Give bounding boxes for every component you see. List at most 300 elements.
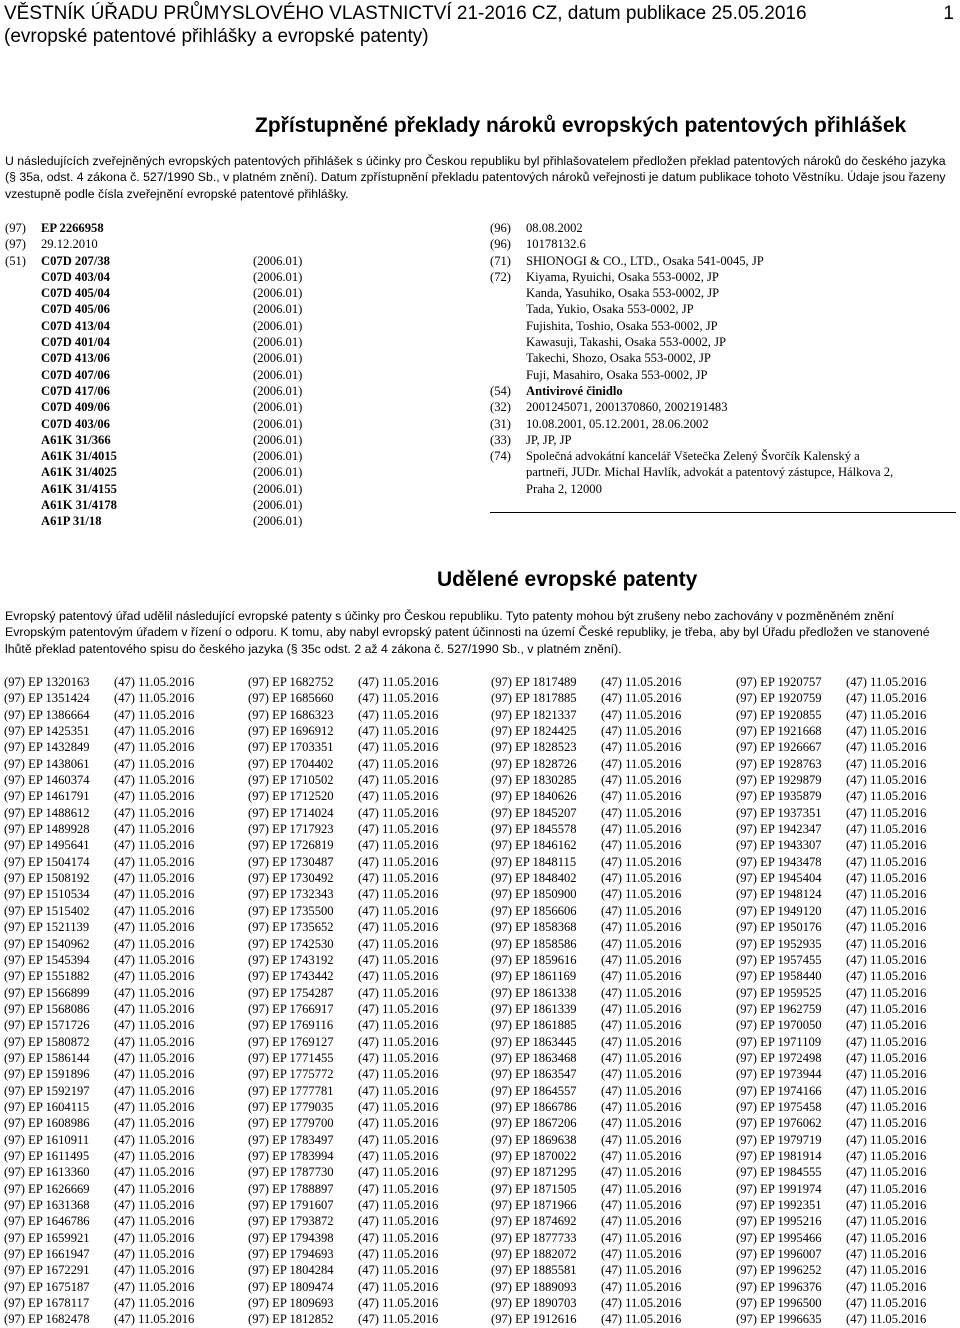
grant-date: (47) 11.05.2016	[358, 903, 439, 918]
patent-entry	[736, 788, 926, 804]
class-version: (2006.01)	[253, 400, 303, 415]
record-33: (33) JP, JP, JP	[490, 432, 572, 447]
grant-date: (47) 11.05.2016	[114, 1050, 195, 1065]
patent-column	[736, 674, 926, 1328]
patent-number: (97) EP 1754287	[248, 985, 334, 1000]
grant-date: (47) 11.05.2016	[846, 838, 927, 853]
grant-date: (47) 11.05.2016	[358, 756, 439, 771]
patent-number: (97) EP 1863468	[491, 1050, 577, 1065]
patent-entry	[248, 968, 438, 984]
patent-number: (97) EP 1975458	[736, 1099, 822, 1114]
patent-number: (97) EP 1735500	[248, 903, 334, 918]
patent-number: (97) EP 1794693	[248, 1247, 334, 1262]
grant-date: (47) 11.05.2016	[358, 1247, 439, 1262]
patent-entry	[4, 886, 194, 902]
patent-number: (97) EP 1488612	[4, 805, 90, 820]
grant-date: (47) 11.05.2016	[846, 985, 927, 1000]
patent-entry	[736, 1262, 926, 1278]
grant-date: (47) 11.05.2016	[846, 1132, 927, 1147]
grant-date: (47) 11.05.2016	[114, 985, 195, 1000]
class-version: (2006.01)	[253, 432, 303, 447]
grant-date: (47) 11.05.2016	[358, 1279, 439, 1294]
patent-entry	[736, 1279, 926, 1295]
patent-entry	[491, 854, 681, 870]
patent-number: (97) EP 1626669	[4, 1181, 90, 1196]
patent-entry	[248, 1262, 438, 1278]
class-version: (2006.01)	[253, 481, 303, 496]
patent-number: (97) EP 1703351	[248, 740, 334, 755]
patent-entry	[4, 674, 194, 690]
grant-date: (47) 11.05.2016	[114, 969, 195, 984]
classification-row	[41, 497, 302, 513]
patent-number: (97) EP 1890703	[491, 1296, 577, 1311]
grant-date: (47) 11.05.2016	[358, 1001, 439, 1016]
patent-number: (97) EP 1996252	[736, 1263, 822, 1278]
grant-date: (47) 11.05.2016	[114, 920, 195, 935]
patent-number: (97) EP 1495641	[4, 838, 90, 853]
patent-number: (97) EP 1809474	[248, 1279, 334, 1294]
patent-entry	[4, 739, 194, 755]
patent-number: (97) EP 1779035	[248, 1099, 334, 1114]
patent-number: (97) EP 1766917	[248, 1001, 334, 1016]
grant-date: (47) 11.05.2016	[601, 887, 682, 902]
patent-number: (97) EP 1386664	[4, 707, 90, 722]
patent-entry	[736, 1164, 926, 1180]
patent-entry	[736, 756, 926, 772]
patent-number: (97) EP 1920855	[736, 707, 822, 722]
grant-date: (47) 11.05.2016	[601, 985, 682, 1000]
patent-number: (97) EP 1996007	[736, 1247, 822, 1262]
grant-date: (47) 11.05.2016	[846, 920, 927, 935]
patent-entry	[491, 1213, 681, 1229]
patent-entry	[4, 1246, 194, 1262]
patent-entry	[4, 1262, 194, 1278]
inventor: Tada, Yukio, Osaka 553-0002, JP	[526, 302, 694, 317]
patent-number: (97) EP 1591896	[4, 1067, 90, 1082]
grant-date: (47) 11.05.2016	[358, 1181, 439, 1196]
grant-date: (47) 11.05.2016	[846, 1050, 927, 1065]
patent-number: (97) EP 1714024	[248, 805, 334, 820]
patent-number: (97) EP 1425351	[4, 724, 90, 739]
class-code: C07D 413/04	[41, 318, 110, 333]
class-code: C07D 405/04	[41, 286, 110, 301]
patent-number: (97) EP 1672291	[4, 1263, 90, 1278]
class-version: (2006.01)	[253, 318, 303, 333]
grant-date: (47) 11.05.2016	[358, 740, 439, 755]
patent-entry	[491, 690, 681, 706]
grant-date: (47) 11.05.2016	[114, 691, 195, 706]
record-97-publication: (97) EP 2266958	[5, 221, 104, 235]
grant-date: (47) 11.05.2016	[114, 1198, 195, 1212]
patent-entry	[491, 1083, 681, 1099]
patent-number: (97) EP 1952935	[736, 936, 822, 951]
patent-number: (97) EP 1861339	[491, 1001, 577, 1016]
patent-entry	[736, 1132, 926, 1148]
grant-date: (47) 11.05.2016	[114, 854, 195, 869]
grant-date: (47) 11.05.2016	[114, 789, 195, 804]
patent-entry	[491, 723, 681, 739]
patent-number: (97) EP 1571726	[4, 1018, 90, 1033]
patent-entry	[491, 870, 681, 886]
patent-entry	[248, 1034, 438, 1050]
patent-number: (97) EP 1929879	[736, 773, 822, 788]
patent-number: (97) EP 1973944	[736, 1067, 822, 1082]
patent-entry	[491, 1115, 681, 1131]
patent-number: (97) EP 1957455	[736, 952, 822, 967]
patent-number: (97) EP 1869638	[491, 1132, 577, 1147]
patent-entry	[248, 1001, 438, 1017]
patent-entry	[491, 1099, 681, 1115]
journal-header	[4, 2, 956, 48]
classification-row	[41, 285, 302, 301]
patent-entry	[4, 837, 194, 853]
patent-number: (97) EP 1943478	[736, 854, 822, 869]
inventor: Kawasuji, Takashi, Osaka 553-0002, JP	[526, 335, 727, 350]
grant-date: (47) 11.05.2016	[846, 936, 927, 951]
patent-number: (97) EP 1611495	[4, 1148, 90, 1163]
class-version: (2006.01)	[253, 449, 303, 464]
grant-date: (47) 11.05.2016	[114, 887, 195, 902]
grant-date: (47) 11.05.2016	[358, 773, 439, 788]
class-version: (2006.01)	[253, 253, 303, 268]
grant-date: (47) 11.05.2016	[114, 773, 195, 788]
grant-date: (47) 11.05.2016	[114, 1099, 195, 1114]
section1-title: Zpřístupněné překlady nároků evropských patentových přihlášek	[255, 114, 907, 137]
grant-date: (47) 11.05.2016	[358, 1116, 439, 1131]
patent-number: (97) EP 1646786	[4, 1214, 90, 1229]
patent-entry	[736, 1148, 926, 1164]
patent-number: (97) EP 1545394	[4, 952, 90, 967]
patent-entry	[4, 919, 194, 935]
grant-date: (47) 11.05.2016	[358, 789, 439, 804]
patent-number: (97) EP 1610911	[4, 1132, 90, 1147]
grant-date: (47) 11.05.2016	[114, 805, 195, 820]
patent-number: (97) EP 1863445	[491, 1034, 577, 1049]
grant-date: (47) 11.05.2016	[114, 740, 195, 755]
grant-date: (47) 11.05.2016	[601, 1214, 682, 1229]
grant-date: (47) 11.05.2016	[601, 1001, 682, 1016]
grant-date: (47) 11.05.2016	[358, 985, 439, 1000]
patent-number: (97) EP 1461791	[4, 789, 90, 804]
class-code: A61K 31/4178	[41, 498, 117, 513]
grant-date: (47) 11.05.2016	[358, 1214, 439, 1229]
grant-date: (47) 11.05.2016	[358, 1099, 439, 1114]
grant-date: (47) 11.05.2016	[846, 724, 927, 739]
patent-entry	[4, 1164, 194, 1180]
record-71-applicant: (71) SHIONOGI & CO., LTD., Osaka 541-0045, JP	[490, 253, 764, 268]
patent-number: (97) EP 1882072	[491, 1247, 577, 1262]
patent-entry	[736, 968, 926, 984]
grant-date: (47) 11.05.2016	[358, 675, 439, 689]
patent-number: (97) EP 1920759	[736, 691, 822, 706]
patent-entry	[4, 1181, 194, 1197]
patent-entry	[4, 1066, 194, 1082]
grant-date: (47) 11.05.2016	[846, 691, 927, 706]
patent-number: (97) EP 1942347	[736, 822, 822, 837]
grant-date: (47) 11.05.2016	[114, 1083, 195, 1098]
grant-date: (47) 11.05.2016	[846, 1083, 927, 1098]
patent-entry	[4, 870, 194, 886]
grant-date: (47) 11.05.2016	[358, 707, 439, 722]
patent-entry	[491, 756, 681, 772]
patent-number: (97) EP 1726819	[248, 838, 334, 853]
patent-number: (97) EP 1828523	[491, 740, 577, 755]
patent-entry	[4, 1295, 194, 1311]
record-divider	[490, 512, 956, 513]
patent-number: (97) EP 1874692	[491, 1214, 577, 1229]
patent-entry	[248, 1050, 438, 1066]
grant-date: (47) 11.05.2016	[601, 838, 682, 853]
patent-number: (97) EP 1566899	[4, 985, 90, 1000]
patent-entry	[491, 821, 681, 837]
grant-date: (47) 11.05.2016	[601, 691, 682, 706]
patent-number: (97) EP 1592197	[4, 1083, 90, 1098]
patent-number: (97) EP 1949120	[736, 903, 822, 918]
patent-number: (97) EP 1877733	[491, 1230, 577, 1245]
patent-entry	[4, 936, 194, 952]
patent-number: (97) EP 1976062	[736, 1116, 822, 1131]
patent-number: (97) EP 1885581	[491, 1263, 577, 1278]
patent-entry	[736, 1001, 926, 1017]
grant-date: (47) 11.05.2016	[846, 1148, 927, 1163]
patent-number: (97) EP 1959525	[736, 985, 822, 1000]
patent-entry	[248, 919, 438, 935]
patent-number: (97) EP 1804284	[248, 1263, 334, 1278]
grant-date: (47) 11.05.2016	[846, 805, 927, 820]
patent-entry	[248, 723, 438, 739]
patent-entry	[248, 837, 438, 853]
patent-number: (97) EP 1871966	[491, 1198, 577, 1212]
classification-row	[41, 301, 302, 317]
patent-entry	[736, 707, 926, 723]
grant-date: (47) 11.05.2016	[601, 675, 682, 689]
class-code: A61K 31/4025	[41, 465, 117, 480]
grant-date: (47) 11.05.2016	[601, 1116, 682, 1131]
patent-entry	[736, 805, 926, 821]
patent-number: (97) EP 1812852	[248, 1312, 334, 1327]
patent-entry	[4, 805, 194, 821]
grant-date: (47) 11.05.2016	[114, 903, 195, 918]
patent-entry	[491, 1181, 681, 1197]
patent-number: (97) EP 1859616	[491, 952, 577, 967]
class-version: (2006.01)	[253, 465, 303, 480]
grant-date: (47) 11.05.2016	[846, 675, 927, 689]
patent-entry	[736, 690, 926, 706]
grant-date: (47) 11.05.2016	[114, 1312, 195, 1327]
class-version: (2006.01)	[253, 514, 303, 529]
patent-number: (97) EP 1845207	[491, 805, 577, 820]
patent-entry	[491, 1279, 681, 1295]
patent-entry	[736, 1230, 926, 1246]
section1-intro: U následujících zveřejněných evropských patentových přihlášek s účinky pro Českou republiku byl přihlašovatelem předložen překlad patentových nároků do českého jazyka (§ 35a, odst. 4 zákona č. 527/1990 Sb., v platném znění). Datum zpřístupnění překladu patentových nároků veřejnosti je datum publikace tohoto Věstníku. Údaje jsou řazeny vzestupně podle čísla zveřejnění evropské patentové přihlášky.	[5, 154, 946, 201]
patent-entry	[736, 886, 926, 902]
patent-number: (97) EP 1438061	[4, 756, 90, 771]
patent-entry	[491, 772, 681, 788]
patent-entry	[248, 707, 438, 723]
grant-date: (47) 11.05.2016	[846, 1279, 927, 1294]
record-54-title: (54) Antivirové činidlo	[490, 384, 623, 398]
patent-entry	[491, 707, 681, 723]
patent-number: (97) EP 1889093	[491, 1279, 577, 1294]
patent-entry	[248, 1132, 438, 1148]
patent-entry	[491, 837, 681, 853]
grant-date: (47) 11.05.2016	[358, 1263, 439, 1278]
patent-number: (97) EP 1856606	[491, 903, 577, 918]
patent-number: (97) EP 1996500	[736, 1296, 822, 1311]
patent-entry	[736, 1246, 926, 1262]
grant-date: (47) 11.05.2016	[846, 1198, 927, 1212]
record-97-date: (97) 29.12.2010	[5, 237, 98, 252]
grant-date: (47) 11.05.2016	[846, 740, 927, 755]
grant-date: (47) 11.05.2016	[358, 1148, 439, 1163]
patent-entry	[491, 1148, 681, 1164]
grant-date: (47) 11.05.2016	[358, 952, 439, 967]
class-version: (2006.01)	[253, 335, 303, 350]
patent-entry	[248, 952, 438, 968]
patent-number: (97) EP 1769127	[248, 1034, 334, 1049]
patent-entry	[736, 821, 926, 837]
journal-title: VĚSTNÍK ÚŘADU PRŮMYSLOVÉHO VLASTNICTVÍ 21-2016 CZ, datum publikace 25.05.2016	[4, 3, 807, 24]
patent-entry	[491, 1050, 681, 1066]
grant-date: (47) 11.05.2016	[846, 854, 927, 869]
grant-date: (47) 11.05.2016	[358, 838, 439, 853]
page-number: 1	[943, 3, 954, 24]
patent-entry	[248, 1213, 438, 1229]
patent-number: (97) EP 1935879	[736, 789, 822, 804]
grant-date: (47) 11.05.2016	[846, 1018, 927, 1033]
class-code: C07D 413/06	[41, 351, 110, 366]
grant-date: (47) 11.05.2016	[846, 1230, 927, 1245]
patent-number: (97) EP 1861169	[491, 969, 577, 984]
patent-entry	[491, 936, 681, 952]
patent-entry	[4, 1034, 194, 1050]
class-code: A61P 31/18	[41, 514, 102, 529]
patent-number: (97) EP 1928763	[736, 756, 822, 771]
inventor: Fuji, Masahiro, Osaka 553-0002, JP	[526, 367, 708, 382]
patent-number: (97) EP 1866786	[491, 1099, 577, 1114]
patent-number: (97) EP 1717923	[248, 822, 334, 837]
grant-date: (47) 11.05.2016	[846, 1116, 927, 1131]
grant-date: (47) 11.05.2016	[846, 707, 927, 722]
grant-date: (47) 11.05.2016	[601, 1148, 682, 1163]
patent-number: (97) EP 1948124	[736, 887, 822, 902]
patent-number: (97) EP 1995466	[736, 1230, 822, 1245]
patent-entry	[4, 1099, 194, 1115]
grant-date: (47) 11.05.2016	[601, 1018, 682, 1033]
grant-date: (47) 11.05.2016	[114, 1034, 195, 1049]
class-code: C07D 401/04	[41, 335, 110, 350]
patent-entry	[4, 1230, 194, 1246]
class-code: C07D 417/06	[41, 383, 110, 398]
grant-date: (47) 11.05.2016	[114, 952, 195, 967]
patent-number: (97) EP 1974166	[736, 1083, 822, 1098]
patent-entry	[491, 1230, 681, 1246]
grant-date: (47) 11.05.2016	[601, 1050, 682, 1065]
patent-entry	[736, 936, 926, 952]
grant-date: (47) 11.05.2016	[114, 1132, 195, 1147]
grant-date: (47) 11.05.2016	[358, 1067, 439, 1082]
patent-number: (97) EP 1864557	[491, 1083, 577, 1098]
patent-number: (97) EP 1824425	[491, 724, 577, 739]
patent-number: (97) EP 1871505	[491, 1181, 577, 1196]
section2-intro: Evropský patentový úřad udělil následující evropské patenty s účinky pro Českou republiku. Tyto patenty mohou být zrušeny nebo zachovány v pozměněném znění Evropským patentovým úřadem v řízení o odporu. K tomu, aby nabyl evropský patent účinnosti na území České republiky, je třeba, aby byl Úřadu předložen ve stanovené lhůtě překlad patentového spisu do českého jazyka (§ 35c odst. 2 až 4 zákona č. 527/1990 Sb., v platném znění).	[5, 609, 930, 656]
patent-entry	[736, 739, 926, 755]
patent-number: (97) EP 1608986	[4, 1116, 90, 1131]
patent-number: (97) EP 1867206	[491, 1116, 577, 1131]
patent-entry	[491, 674, 681, 690]
patent-entry	[491, 1001, 681, 1017]
record-32: (32) 2001245071, 2001370860, 2002191483	[490, 400, 728, 415]
grant-date: (47) 11.05.2016	[601, 1198, 682, 1212]
class-version: (2006.01)	[253, 416, 303, 431]
patent-number: (97) EP 1920757	[736, 675, 822, 689]
publication-number: EP 2266958	[41, 221, 104, 235]
grant-date: (47) 11.05.2016	[114, 1181, 195, 1196]
grant-date: (47) 11.05.2016	[601, 1067, 682, 1082]
grant-date: (47) 11.05.2016	[358, 1296, 439, 1311]
patent-entry	[736, 985, 926, 1001]
patent-entry	[4, 1132, 194, 1148]
patent-entry	[248, 674, 438, 690]
record-96-date: (96) 08.08.2002	[490, 221, 583, 235]
patent-number: (97) EP 1743442	[248, 969, 334, 984]
patent-number: (97) EP 1682752	[248, 675, 334, 689]
patent-entry	[736, 1066, 926, 1082]
grant-date: (47) 11.05.2016	[846, 969, 927, 984]
patent-entry	[491, 1197, 681, 1213]
patent-number: (97) EP 1551882	[4, 969, 90, 984]
patent-number: (97) EP 1970050	[736, 1018, 822, 1033]
patent-number: (97) EP 1730492	[248, 871, 334, 886]
class-code: C07D 409/06	[41, 400, 110, 415]
class-version: (2006.01)	[253, 269, 303, 284]
grant-date: (47) 11.05.2016	[601, 756, 682, 771]
grant-date: (47) 11.05.2016	[601, 1132, 682, 1147]
classification-row	[41, 383, 302, 399]
patent-number: (97) EP 1540962	[4, 936, 90, 951]
patent-entry	[736, 674, 926, 690]
patent-entry	[248, 1230, 438, 1246]
grant-date: (47) 11.05.2016	[846, 1312, 927, 1327]
patent-number: (97) EP 1769116	[248, 1018, 334, 1033]
patent-column	[248, 674, 438, 1328]
patent-number: (97) EP 1613360	[4, 1165, 90, 1180]
patent-entry	[248, 1181, 438, 1197]
class-version: (2006.01)	[253, 302, 303, 317]
patent-number: (97) EP 1981914	[736, 1148, 822, 1163]
grant-date: (47) 11.05.2016	[846, 1034, 927, 1049]
patent-number: (97) EP 1580872	[4, 1034, 90, 1049]
patent-entry	[248, 1295, 438, 1311]
patent-column	[4, 674, 194, 1328]
classification-row	[41, 367, 302, 383]
grant-date: (47) 11.05.2016	[846, 1165, 927, 1180]
patent-number: (97) EP 1730487	[248, 854, 334, 869]
classification-row	[41, 464, 302, 480]
patent-number: (97) EP 1809693	[248, 1296, 334, 1311]
record-74-label: (74)	[490, 449, 511, 464]
patent-number: (97) EP 1937351	[736, 805, 822, 820]
patent-number: (97) EP 1846162	[491, 838, 577, 853]
grant-date: (47) 11.05.2016	[601, 1034, 682, 1049]
patent-number: (97) EP 1791607	[248, 1198, 334, 1212]
patent-number: (97) EP 1793872	[248, 1214, 334, 1229]
classification-row	[41, 399, 302, 415]
grant-date: (47) 11.05.2016	[846, 1214, 927, 1229]
grant-date: (47) 11.05.2016	[601, 1230, 682, 1245]
grant-date: (47) 11.05.2016	[358, 691, 439, 706]
patent-entry	[248, 1279, 438, 1295]
